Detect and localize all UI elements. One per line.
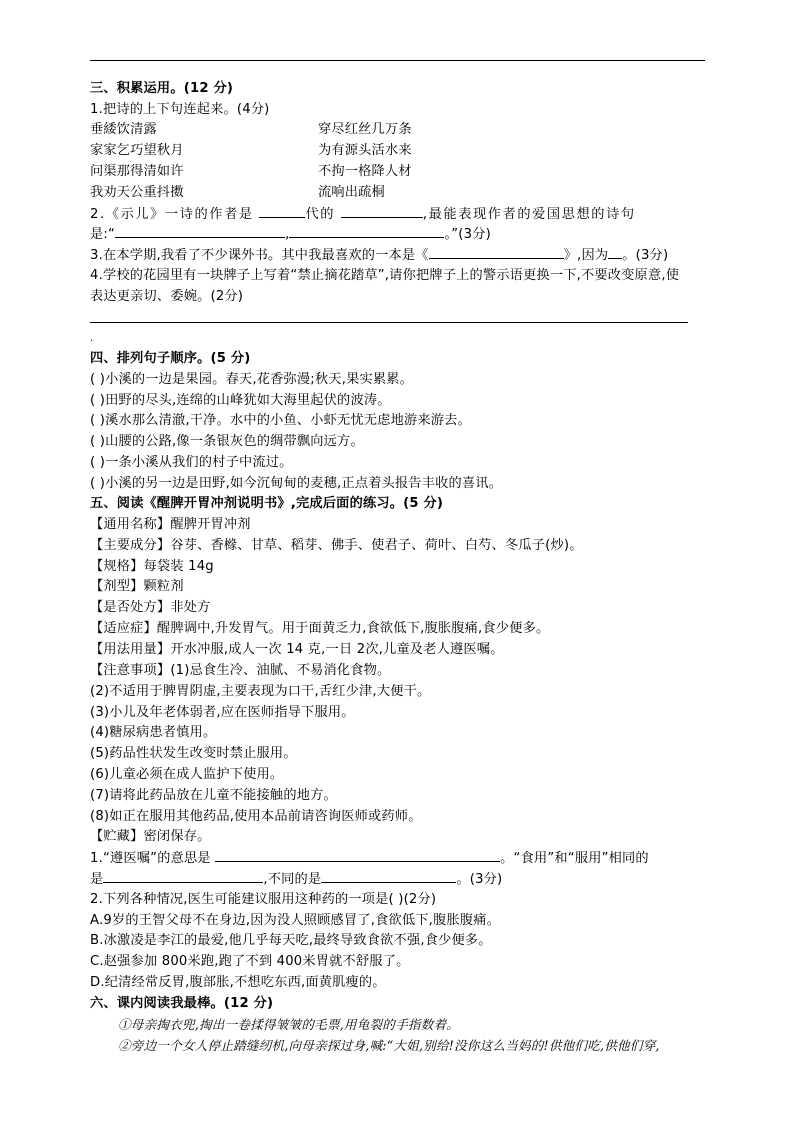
q2-part-c: ,最能表现作者的爱国思想的诗句 <box>422 207 636 222</box>
leaflet-line: (7)请将此药品放在儿童不能接触的地方。 <box>90 788 337 803</box>
leaflet-line: 【通用名称】醒脾开胃冲剂 <box>90 517 251 532</box>
leaflet-line: (5)药品性状发生改变时禁止服用。 <box>90 746 297 761</box>
question-3-3 <box>90 246 668 264</box>
reading-paragraph-2: ②旁边一个女人停止踏缝纫机,向母亲探过身,喊:“大姐,别给!没你这么当妈的!供他们吃,供他们穿, <box>118 1038 660 1053</box>
q2-part-d: 是:“ <box>90 227 116 242</box>
order-item-1[interactable]: ( )小溪的一边是果园。春天,花香弥漫;秋天,果实累累。 <box>90 372 414 387</box>
order-item-4[interactable]: ( )山腰的公路,像一条银灰色的绸带飘向远方。 <box>90 434 364 449</box>
question-3-2-line2 <box>90 225 491 243</box>
leaflet-line: (4)糖尿病患者慎用。 <box>90 725 217 740</box>
leaflet-line: (6)儿童必须在成人监护下使用。 <box>90 767 284 782</box>
q5-1-part-b: 。“食用”和“服用”相同的 <box>500 851 649 866</box>
leaflet-line: (8)如正在服用其他药品,使用本品前请咨询医师或药师。 <box>90 809 422 824</box>
option-c[interactable]: C.赵强参加 800米跑,跑了不到 400米胃就不舒服了。 <box>90 954 410 969</box>
poem-left-1: 垂緌饮清露 <box>90 122 157 137</box>
question-3-4-line2: 表达更亲切、委婉。(2分) <box>90 289 244 304</box>
leaflet-line: 【贮藏】密闭保存。 <box>90 829 211 844</box>
poem-right-4: 流响出疏桐 <box>318 185 385 200</box>
q5-1-part-c: 是 <box>90 872 104 887</box>
leaflet-line: 【适应症】醒脾调中,升发胃气。用于面黄乏力,食欲低下,腹胀腹痛,食少便多。 <box>90 621 550 636</box>
question-5-1-line2 <box>90 870 502 888</box>
section-6-title: 六、课内阅读我最棒。(12 分) <box>90 996 274 1011</box>
blank-dynasty[interactable] <box>259 205 305 218</box>
q5-1-part-a: 1.“遵医嘱”的意思是 <box>90 851 211 866</box>
poem-right-2: 为有源头活水来 <box>318 143 412 158</box>
blank-book[interactable] <box>429 246 564 259</box>
order-item-3[interactable]: ( )溪水那么清澈,干净。水中的小鱼、小虾无忧无虑地游来游去。 <box>90 413 471 428</box>
question-5-2: 2.下列各种情况,医生可能建议服用这种药的一项是( )(2分) <box>90 892 437 907</box>
leaflet-line: 【注意事项】(1)忌食生冷、油腻、不易消化食物。 <box>90 663 391 678</box>
q2-part-b: 代的 <box>305 207 336 222</box>
leaflet-line: 【规格】每袋装 14g <box>90 559 214 574</box>
blank-same[interactable] <box>103 870 263 883</box>
question-3-2-line1 <box>90 205 636 223</box>
header-rule <box>90 60 705 61</box>
q2-part-e: , <box>285 227 290 242</box>
blank-reason[interactable] <box>608 246 622 259</box>
poem-right-1: 穿尽红丝几万条 <box>318 122 412 137</box>
poem-right-3: 不拘一格降人材 <box>318 164 412 179</box>
section-3-title: 三、积累运用。(12 分) <box>90 81 234 96</box>
blank-different[interactable] <box>321 870 456 883</box>
leaflet-line: (2)不适用于脾胃阴虚,主要表现为口干,舌红少津,大便干。 <box>90 684 431 699</box>
leaflet-line: 【主要成分】谷芽、香橼、甘草、稻芽、佛手、使君子、荷叶、白芍、冬瓜子(炒)。 <box>90 538 583 553</box>
question-5-1-line1 <box>90 849 649 867</box>
section-5-title: 五、阅读《醒脾开胃冲剂说明书》,完成后面的练习。(5 分) <box>90 496 444 511</box>
blank-verse-1[interactable] <box>115 225 285 238</box>
blank-meaning[interactable] <box>215 849 500 862</box>
option-d[interactable]: D.纪清经常反胃,腹部胀,不想吃东西,面黄肌瘦的。 <box>90 975 386 990</box>
q3-part-b: 》,因为 <box>563 248 609 263</box>
option-a[interactable]: A.9岁的王智父母不在身边,因为没人照顾感冒了,食欲低下,腹胀腹痛。 <box>90 913 500 928</box>
stray-dot: . <box>90 333 94 344</box>
poem-left-2: 家家乞巧望秋月 <box>90 143 184 158</box>
q5-1-part-e: 。(3分) <box>456 872 503 887</box>
order-item-6[interactable]: ( )小溪的另一边是田野,如今沉甸甸的麦穗,正点着头报告丰收的喜讯。 <box>90 476 503 491</box>
q2-part-f: 。”(3分) <box>444 227 491 242</box>
q2-part-a: 2.《示儿》一诗的作者是 <box>90 207 254 222</box>
blank-verse-2[interactable] <box>289 225 444 238</box>
poem-left-4: 我劝天公重抖擞 <box>90 185 184 200</box>
poem-left-3: 问渠那得清如许 <box>90 164 184 179</box>
leaflet-line: 【剂型】颗粒剂 <box>90 579 184 594</box>
order-item-2[interactable]: ( )田野的尽头,连绵的山峰犹如大海里起伏的波涛。 <box>90 393 391 408</box>
reading-paragraph-1: ①母亲掏衣兜,掏出一卷揉得皱皱的毛票,用龟裂的手指数着。 <box>118 1017 460 1032</box>
option-b[interactable]: B.冰激凌是李江的最爱,他几乎每天吃,最终导致食欲不强,食少便多。 <box>90 933 492 948</box>
q3-part-c: 。(3分) <box>622 248 669 263</box>
question-3-4-line1: 4.学校的花园里有一块牌子上写着“禁止摘花踏草”,请你把牌子上的警示语更换一下,不要改变原意,使 <box>90 268 680 283</box>
leaflet-line: (3)小儿及年老体弱者,应在医师指导下服用。 <box>90 705 355 720</box>
section-4-title: 四、排列句子顺序。(5 分) <box>90 351 251 366</box>
question-3-1: 1.把诗的上下句连起来。(4分) <box>90 102 270 117</box>
blank-author[interactable] <box>341 205 423 218</box>
q5-1-part-d: ,不同的是 <box>263 872 322 887</box>
leaflet-line: 【用法用量】开水冲服,成人一次 14 克,一日 2次,儿童及老人遵医嘱。 <box>90 642 504 657</box>
q3-part-a: 3.在本学期,我看了不少课外书。其中我最喜欢的一本是《 <box>90 248 429 263</box>
leaflet-line: 【是否处方】非处方 <box>90 600 211 615</box>
order-item-5[interactable]: ( )一条小溪从我们的村子中流过。 <box>90 455 293 470</box>
answer-line[interactable] <box>90 322 688 323</box>
